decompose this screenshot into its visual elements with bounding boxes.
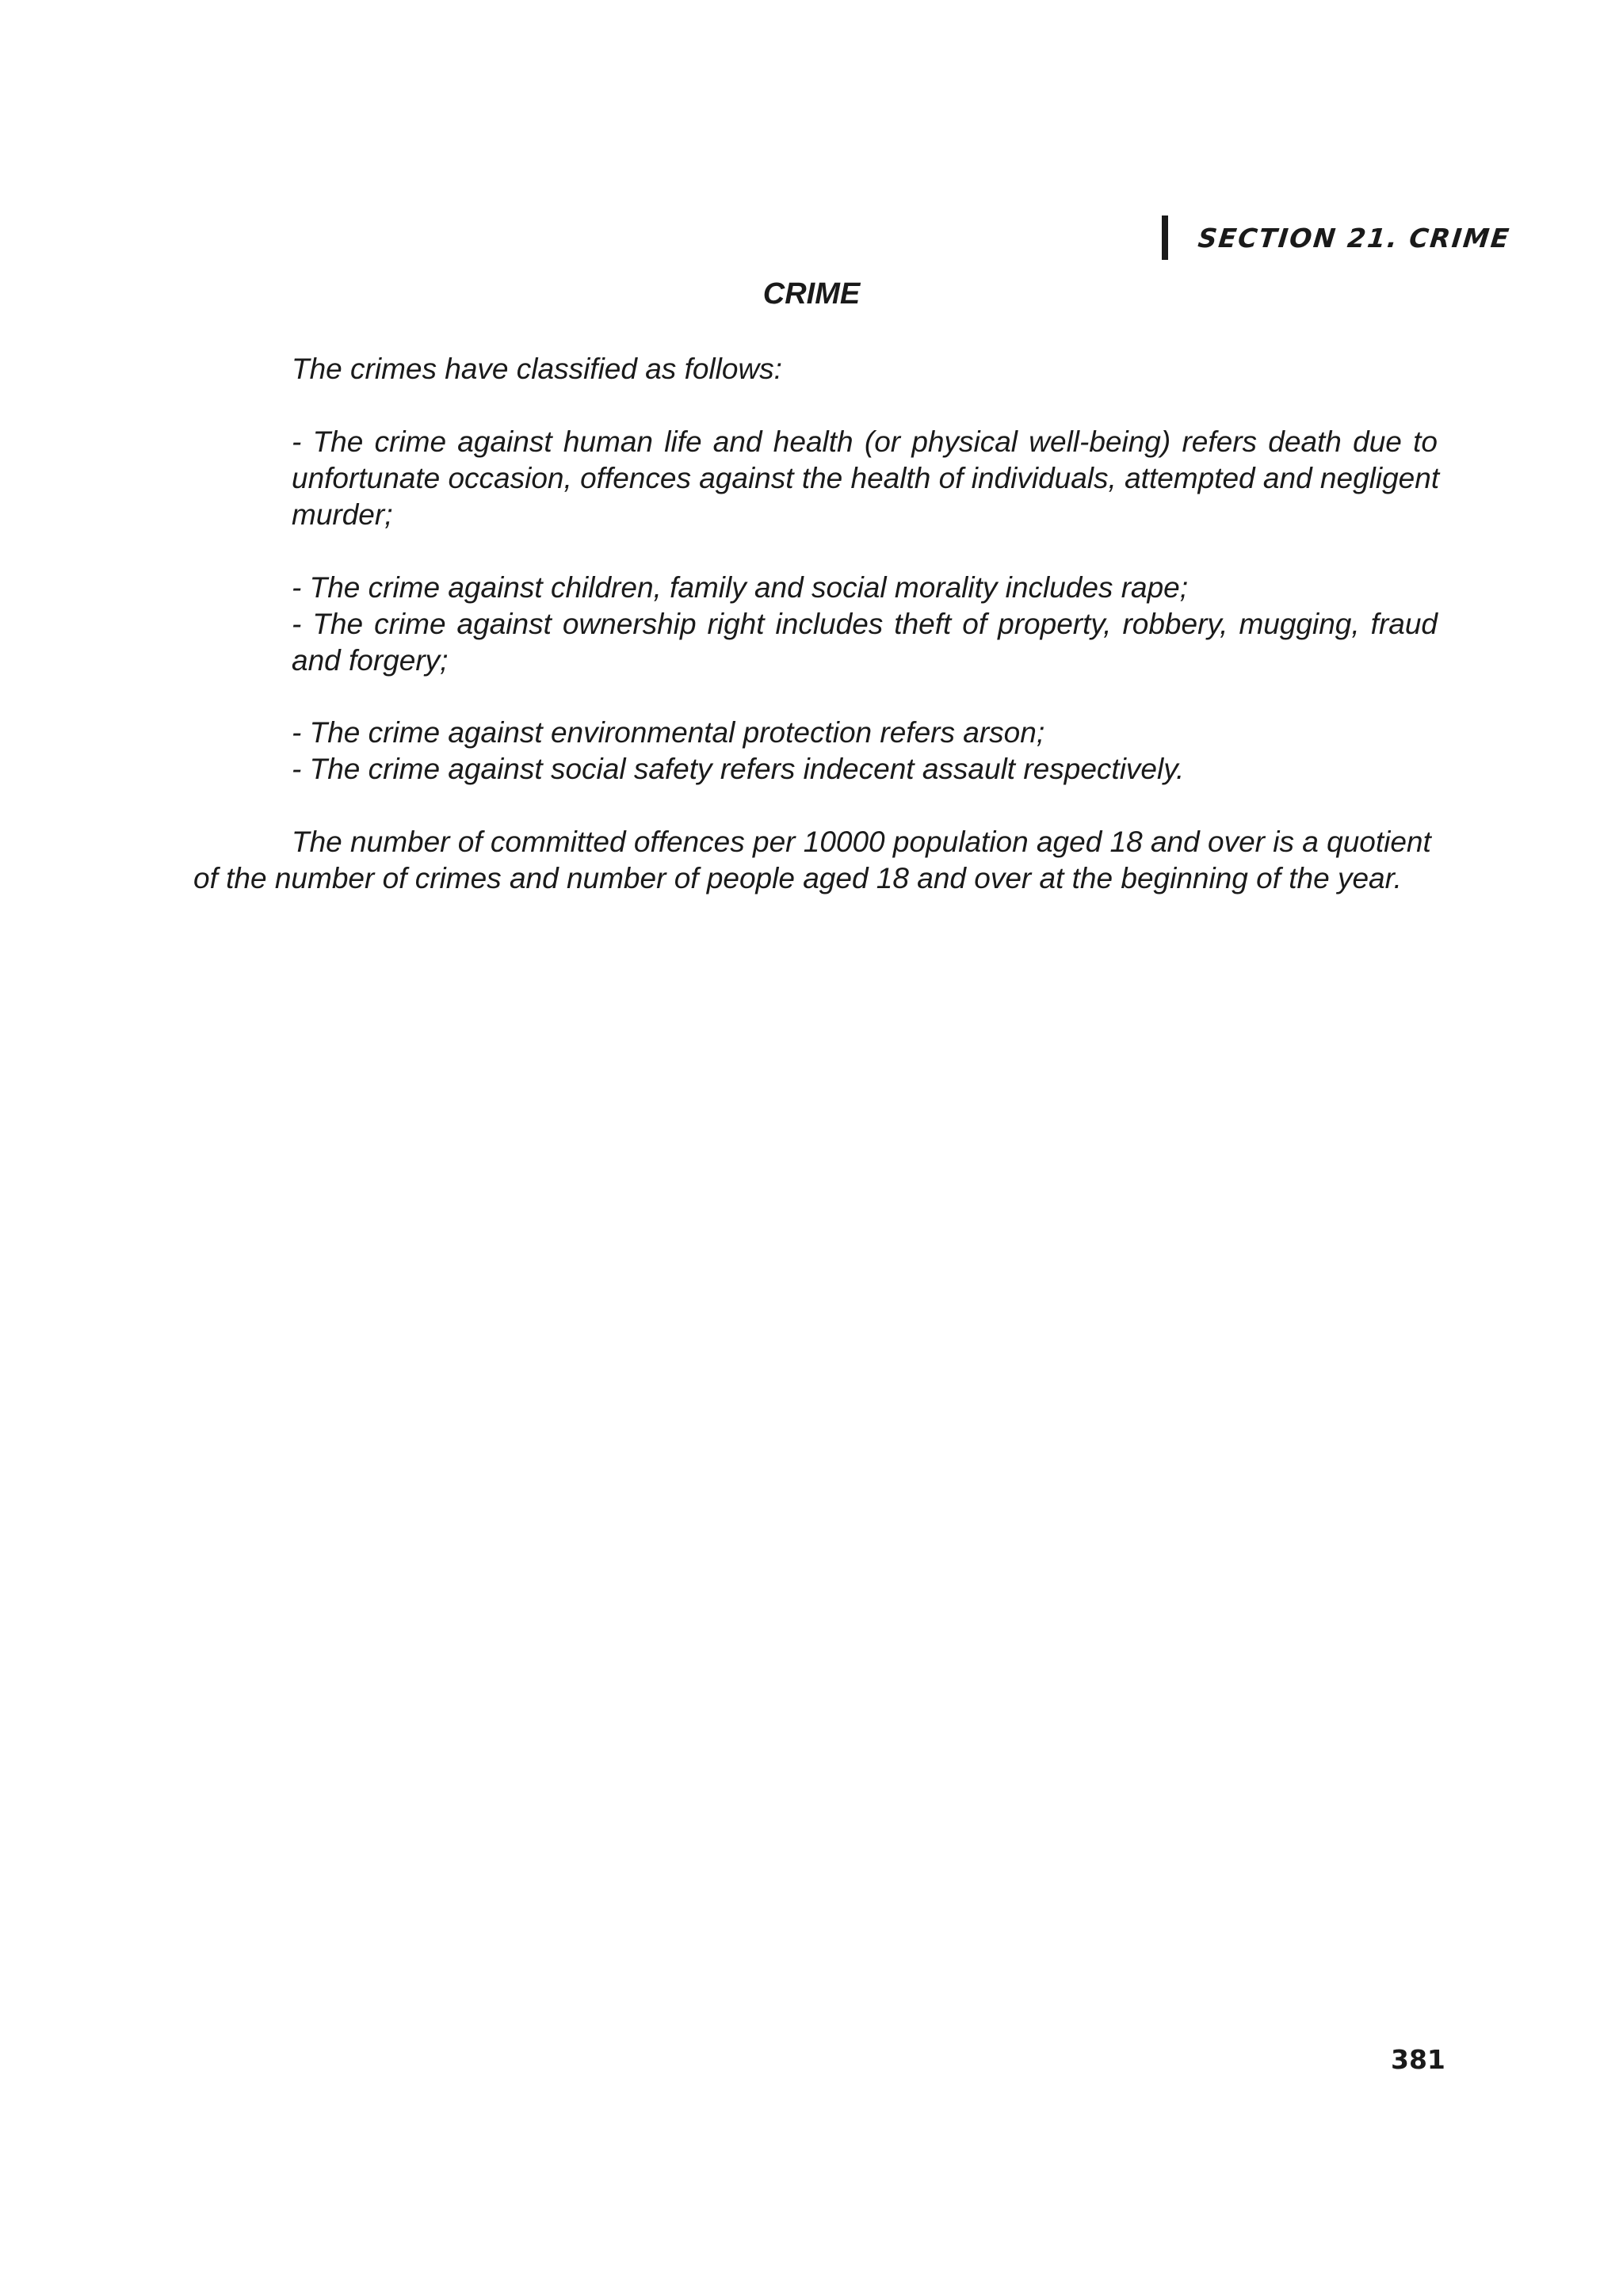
intro-text: The crimes have classified as follows: [292,353,782,385]
crime-item-children-family: - The crime against children, family and social morality includes rape; [292,571,1189,604]
crime-item-ownership-line: and forgery; [292,644,449,677]
crime-item-ownership-line: - The crime against ownership right includes theft of property, robbery, mugging, fraud [292,608,1438,640]
crime-items-group-3 [292,715,1438,788]
closing-line: The number of committed offences per 10000 population aged 18 and over is a quotient [292,826,1431,858]
crime-item-environment: - The crime against environmental protection refers arson; [292,716,1045,749]
crime-items-group-2 [292,570,1438,679]
page-number: 381 [1391,2044,1445,2075]
section-divider-bar [1162,215,1168,260]
crime-item-life-health [292,424,1438,533]
intro-paragraph [292,351,1438,387]
section-label: SECTION 21. CRIME [1196,222,1512,254]
section-header [1162,215,1510,260]
page-title: CRIME [762,277,861,311]
item-line: - The crime against human life and health (or physical well-being) refers death due to [292,425,1438,458]
closing-paragraph [193,824,1438,897]
item-line: murder; [292,498,393,531]
crime-item-social-safety: - The crime against social safety refers indecent assault respectively. [292,753,1185,785]
item-line: unfortunate occasion, offences against the health of individuals, attempted and negligent [292,462,1440,494]
closing-line: of the number of crimes and number of people aged 18 and over at the beginning of the year. [193,862,1402,894]
